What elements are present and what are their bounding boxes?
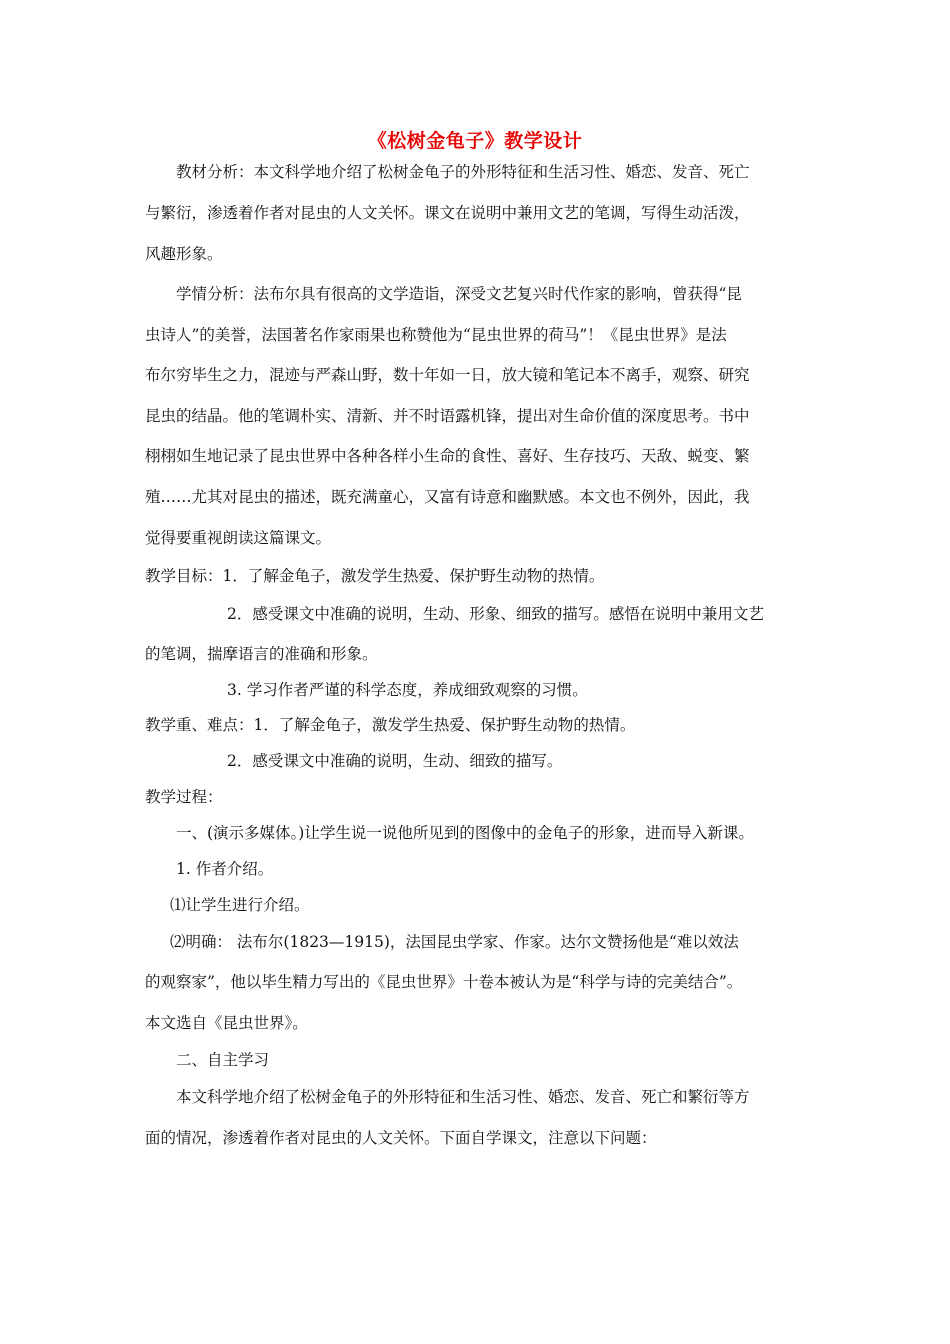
paragraph-line: 2．感受课文中准确的说明，生动、细致的描写。 (227, 752, 563, 770)
document-title: 《松树金龟子》教学设计 (367, 130, 583, 152)
paragraph-line: 栩栩如生地记录了昆虫世界中各种各样小生命的食性、喜好、生存技巧、天敌、蜕变、繁 (145, 447, 750, 465)
paragraph-line: 教材分析：本文科学地介绍了松树金龟子的外形特征和生活习性、婚恋、发音、死亡 (176, 163, 750, 181)
paragraph-line: 2．感受课文中准确的说明，生动、形象、细致的描写。感悟在说明中兼用文艺 (227, 605, 764, 623)
paragraph-line: ⑵明确： 法布尔(1823—1915)，法国昆虫学家、作家。达尔文赞扬他是“难以效法 (170, 933, 739, 951)
paragraph-line: 本文科学地介绍了松树金龟子的外形特征和生活习性、婚恋、发音、死亡和繁衍等方 (176, 1088, 750, 1106)
paragraph-line: 殖……尤其对昆虫的描述，既充满童心，又富有诗意和幽默感。本文也不例外，因此，我 (145, 488, 750, 506)
paragraph-line: 一、(演示多媒体。)让学生说一说他所见到的图像中的金龟子的形象，进而导入新课。 (176, 824, 754, 842)
paragraph-line: 虫诗人”的美誉，法国著名作家雨果也称赞他为“昆虫世界的荷马”！《昆虫世界》是法 (145, 326, 727, 344)
paragraph-line: 二、自主学习 (176, 1051, 270, 1069)
paragraph-line: 1. 作者介绍。 (176, 860, 274, 878)
paragraph-line: 与繁衍，渗透着作者对昆虫的人文关怀。课文在说明中兼用文艺的笔调，写得生动活泼， (145, 204, 750, 222)
paragraph-line: 3. 学习作者严谨的科学态度，养成细致观察的习惯。 (227, 681, 588, 699)
paragraph-line: 教学目标：1．了解金龟子，激发学生热爱、保护野生动物的热情。 (145, 567, 605, 585)
paragraph-line: 的观察家”，他以毕生精力写出的《昆虫世界》十卷本被认为是“科学与诗的完美结合”。 (145, 973, 743, 991)
paragraph-line: 风趣形象。 (145, 245, 223, 263)
paragraph-line: 布尔穷毕生之力，混迹与严森山野，数十年如一日，放大镜和笔记本不离手，观察、研究 (145, 366, 750, 384)
paragraph-line: 昆虫的结晶。他的笔调朴实、清新、并不时语露机锋，提出对生命价值的深度思考。书中 (145, 407, 750, 425)
paragraph-line: 教学重、难点：1．了解金龟子，激发学生热爱、保护野生动物的热情。 (145, 716, 636, 734)
paragraph-line: 面的情况，渗透着作者对昆虫的人文关怀。下面自学课文，注意以下问题： (145, 1129, 657, 1147)
paragraph-line: 本文选自《昆虫世界》。 (145, 1014, 308, 1032)
paragraph-line: 学情分析：法布尔具有很高的文学造诣，深受文艺复兴时代作家的影响，曾获得“昆 (176, 285, 742, 303)
paragraph-line: ⑴让学生进行介绍。 (170, 896, 310, 914)
paragraph-line: 教学过程： (145, 788, 223, 806)
paragraph-line: 觉得要重视朗读这篇课文。 (145, 529, 332, 547)
paragraph-line: 的笔调，揣摩语言的准确和形象。 (145, 645, 378, 663)
